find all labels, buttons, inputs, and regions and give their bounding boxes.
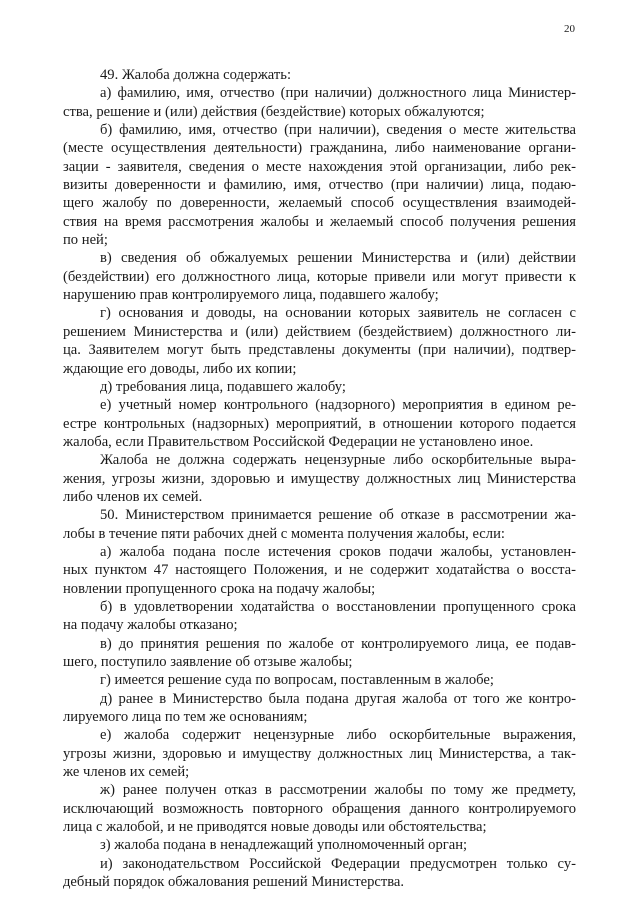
text-line: решением Министерства и (или) действием (бездействием) должностного ли- bbox=[63, 323, 576, 340]
text-line: либо членов их семей. bbox=[63, 488, 203, 505]
text-line: визиты доверенности и фамилию, имя, отчество (при наличии) лица, подаю- bbox=[63, 177, 576, 194]
text-line: е) учетный номер контрольного (надзорного) мероприятия в едином ре- bbox=[100, 397, 576, 414]
text-line: исключающий возможность повторного обращения данного контролируемого bbox=[63, 800, 576, 817]
text-line: ж) ранее получен отказ в рассмотрении жалобы по тому же предмету, bbox=[100, 782, 576, 799]
text-line: щего жалобу по доверенности, желаемый способ осуществления взаимодей- bbox=[63, 195, 576, 212]
text-line: б) в удовлетворении ходатайства о восстановлении пропущенного срока bbox=[100, 598, 576, 615]
text-line: ца. Заявителем могут быть представлены документы (при наличии), подтвер- bbox=[63, 342, 576, 359]
text-line: в) до принятия решения по жалобе от контролируемого лица, ее подав- bbox=[100, 635, 576, 652]
text-line: дебный порядок обжалования решений Министерства. bbox=[63, 874, 405, 891]
text-line: ждающие его доводы, либо их копии; bbox=[63, 360, 297, 377]
text-line: жалоба, если Правительством Российской Федерации не установлено иное. bbox=[63, 433, 534, 450]
text-line: ства, решение и (или) действия (бездействие) которых обжалуются; bbox=[63, 103, 485, 120]
document-body bbox=[63, 66, 576, 891]
text-line: г) имеется решение суда по вопросам, поставленным в жалобе; bbox=[100, 672, 494, 689]
text-line: е) жалоба содержит нецензурные либо оскорбительные выражения, bbox=[100, 727, 576, 744]
text-line: в) сведения об обжалуемых решении Министерства и (или) действии bbox=[100, 250, 576, 267]
text-line: а) фамилию, имя, отчество (при наличии) должностного лица Министер- bbox=[100, 85, 576, 102]
text-line: (бездействии) его должностного лица, которые привели или могут привести к bbox=[63, 268, 576, 285]
text-line: Жалоба не должна содержать нецензурные либо оскорбительные выра- bbox=[100, 452, 576, 469]
text-line: нарушению прав контролируемого лица, подавшего жалобу; bbox=[63, 287, 439, 304]
text-line: а) жалоба подана после истечения сроков подачи жалобы, установлен- bbox=[100, 543, 576, 560]
text-line: зации - заявителя, сведения о месте нахождения этой организации, либо рек- bbox=[63, 158, 576, 175]
text-line: угрозы жизни, здоровью и имуществу должностных лиц Министерства, а так- bbox=[63, 745, 576, 762]
text-line: жения, угрозы жизни, здоровью и имуществу должностных лиц Министерства bbox=[63, 470, 576, 487]
text-line: з) жалоба подана в ненадлежащий уполномоченный орган; bbox=[100, 837, 468, 854]
text-line: б) фамилию, имя, отчество (при наличии), сведения о месте жительства bbox=[100, 122, 576, 139]
text-line: (месте осуществления деятельности) гражданина, либо наименование органи- bbox=[63, 140, 576, 157]
text-line: лируемого лица по тем же основаниям; bbox=[63, 709, 308, 726]
text-line: шего, поступило заявление об отзыве жалобы; bbox=[63, 654, 353, 670]
text-line: ных пунктом 47 настоящего Положения, и не содержит ходатайства о восста- bbox=[63, 562, 576, 579]
text-line: 50. Министерством принимается решение об отказе в рассмотрении жа- bbox=[100, 507, 576, 524]
text-line: по ней; bbox=[63, 232, 108, 249]
text-line: д) ранее в Министерство была подана другая жалоба от того же контро- bbox=[100, 690, 576, 707]
text-line: лобы в течение пяти рабочих дней с момента получения жалобы, если: bbox=[63, 525, 505, 542]
text-line: же членов их семей; bbox=[63, 764, 190, 781]
text-line: лица с жалобой, и не приводятся новые доводы или обстоятельства; bbox=[63, 819, 487, 836]
page-number: 20 bbox=[564, 23, 575, 35]
text-line: ствия на время рассмотрения жалобы и желаемый способ получения решения bbox=[63, 213, 576, 230]
text-line: 49. Жалоба должна содержать: bbox=[100, 67, 291, 83]
text-line: на подачу жалобы отказано; bbox=[63, 617, 238, 634]
text-line: и) законодательством Российской Федерации предусмотрен только су- bbox=[100, 855, 576, 872]
text-line: г) основания и доводы, на основании которых заявитель не согласен с bbox=[100, 305, 576, 322]
text-line: новлении пропущенного срока на подачу жалобы; bbox=[63, 580, 376, 597]
text-line: естре контрольных (надзорных) мероприятий, в отношении которого подается bbox=[63, 415, 576, 432]
text-line: д) требования лица, подавшего жалобу; bbox=[100, 378, 346, 395]
